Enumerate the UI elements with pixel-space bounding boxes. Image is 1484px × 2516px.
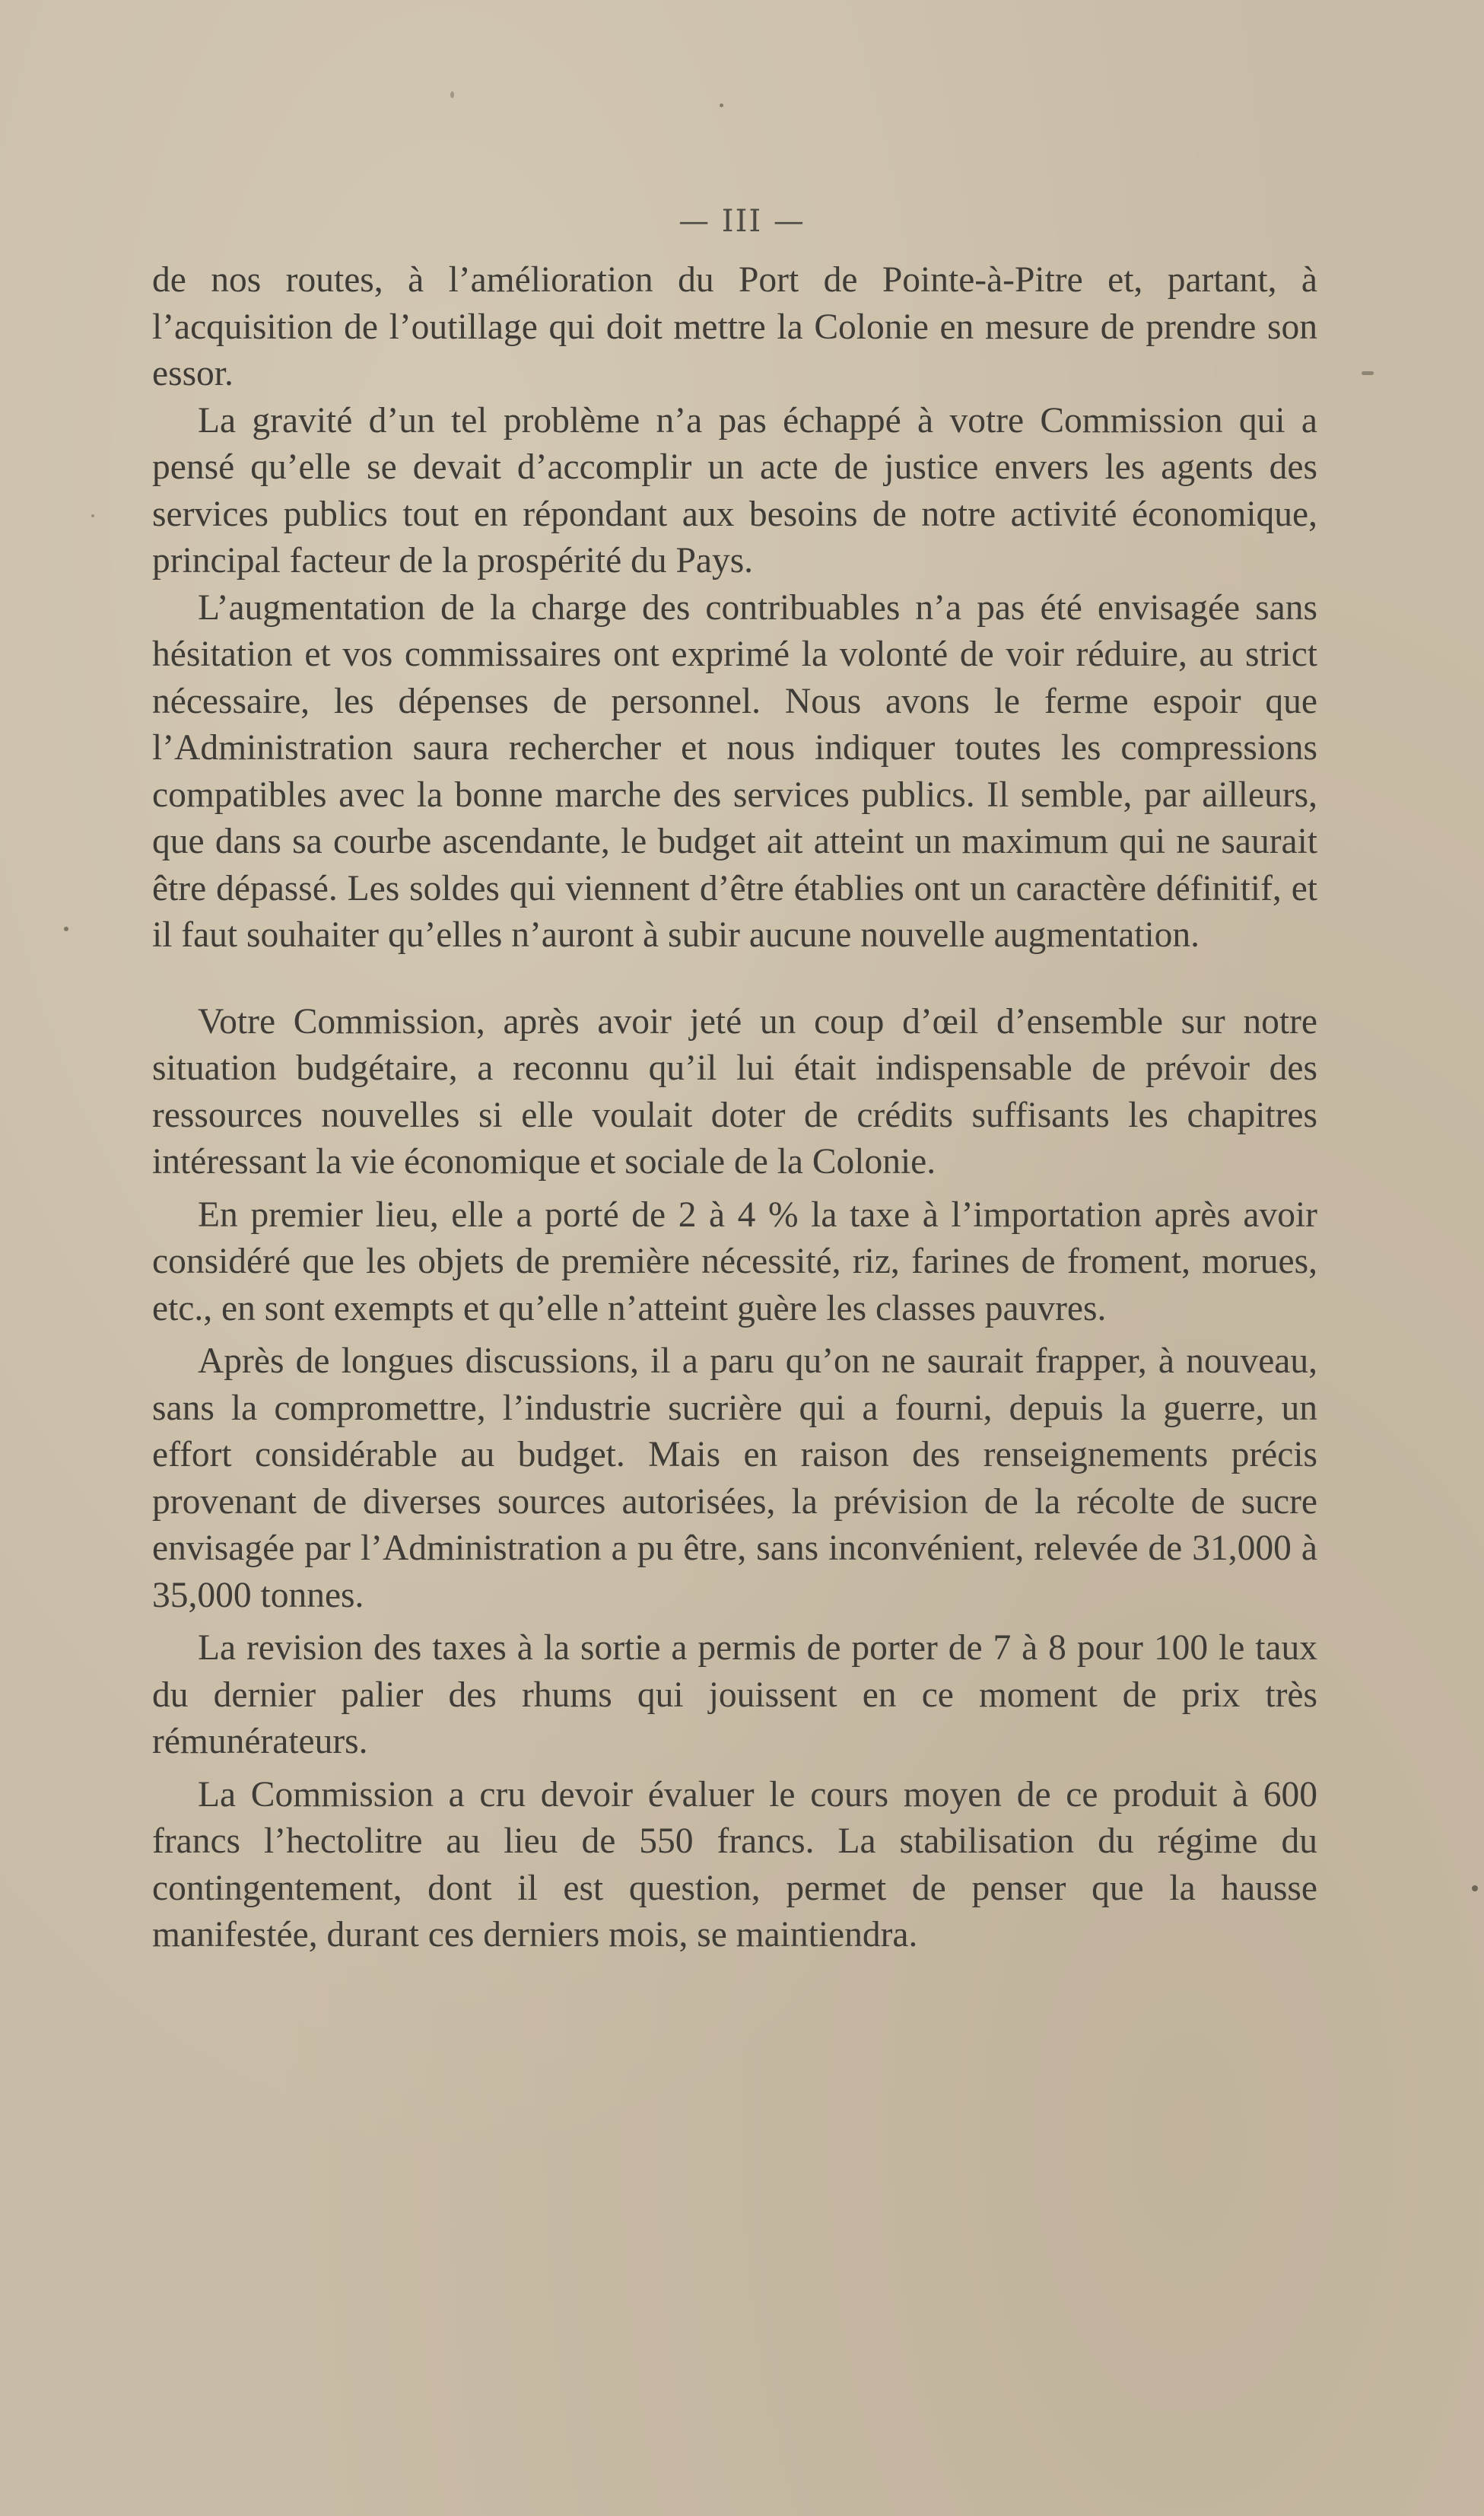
ink-speck — [450, 91, 454, 98]
ink-speck — [720, 103, 723, 107]
ink-speck — [1362, 371, 1374, 375]
paragraph-industrie-sucriere: Après de longues discussions, il a paru qu’on ne saurait frapper, à nouveau, sans la compromettre, l’industrie sucrière qui a fourni, depuis la guerre, un effort considérable au budget. Mais en raison des renseignements précis provenant de diverses sources autorisées, la prévision de la récolte de sucre envisagée par l’Administration a pu être, sans inconvénient, relevée de 31,000 à 35,000 tonnes. — [152, 1341, 1317, 1615]
paragraph-taxes-sortie-rhums: La revision des taxes à la sortie a permis de porter de 7 à 8 pour 100 le taux du dernier palier des rhums qui jouissent en ce moment de prix très rémunérateurs. — [152, 1628, 1317, 1761]
paragraph-continuation: de nos routes, à l’amélioration du Port de Pointe-à-Pitre et, partant, à l’acquisition de l’outillage qui doit mettre la Colonie en mesure de prendre son essor. — [152, 260, 1317, 393]
paragraph-augmentation-charge: L’augmentation de la charge des contribuables n’a pas été envisagée sans hésitation et vos commissaires ont exprimé la volonté de voir réduire, au strict nécessaire, les dépenses de personnel. Nous avons le ferme espoir que l’Administration saura rechercher et nous indiquer toutes les compressions compatibles avec la bonne marche des services publics. Il semble, par ailleurs, que dans sa courbe ascendante, le budget ait atteint un maximum qui ne saurait être dépassé. Les soldes qui viennent d’être établies ont un caractère définitif, et il faut souhaiter qu’elles n’auront à subir aucune nouvelle augmentation. — [152, 587, 1317, 955]
paragraph-ressources-nouvelles: Votre Commission, après avoir jeté un coup d’œil d’ensemble sur notre situation budgétaire, a reconnu qu’il lui était indispensable de prévoir des ressources nouvelles si elle voulait doter de crédits suffisants les chapitres intéressant la vie économique et sociale de la Colonie. — [152, 1001, 1317, 1182]
ink-speck — [1472, 1885, 1478, 1891]
paragraph-commission-justice: La gravité d’un tel problème n’a pas échappé à votre Commission qui a pensé qu’elle se devait d’accomplir un acte de justice envers les agents des services publics tout en répondant aux besoins de notre activité économique, principal facteur de la prospérité du Pays. — [152, 400, 1317, 580]
paragraph-taxe-importation: En premier lieu, elle a porté de 2 à 4 % la taxe à l’importation après avoir considéré que les objets de première nécessité, riz, farines de froment, morues, etc., en sont exempts et qu’elle n’atteint guère les classes pauvres. — [152, 1194, 1317, 1328]
ink-speck — [64, 927, 68, 931]
body-text — [152, 257, 1317, 1959]
page-number: — III — — [678, 204, 806, 239]
ink-speck — [91, 514, 94, 517]
paragraph-cours-moyen: La Commission a cru devoir évaluer le cours moyen de ce produit à 600 francs l’hectolitre au lieu de 550 francs. La stabilisation du régime du contingentement, dont il est question, permet de penser que la hausse manifestée, durant ces derniers mois, se maintiendra. — [152, 1774, 1317, 1955]
